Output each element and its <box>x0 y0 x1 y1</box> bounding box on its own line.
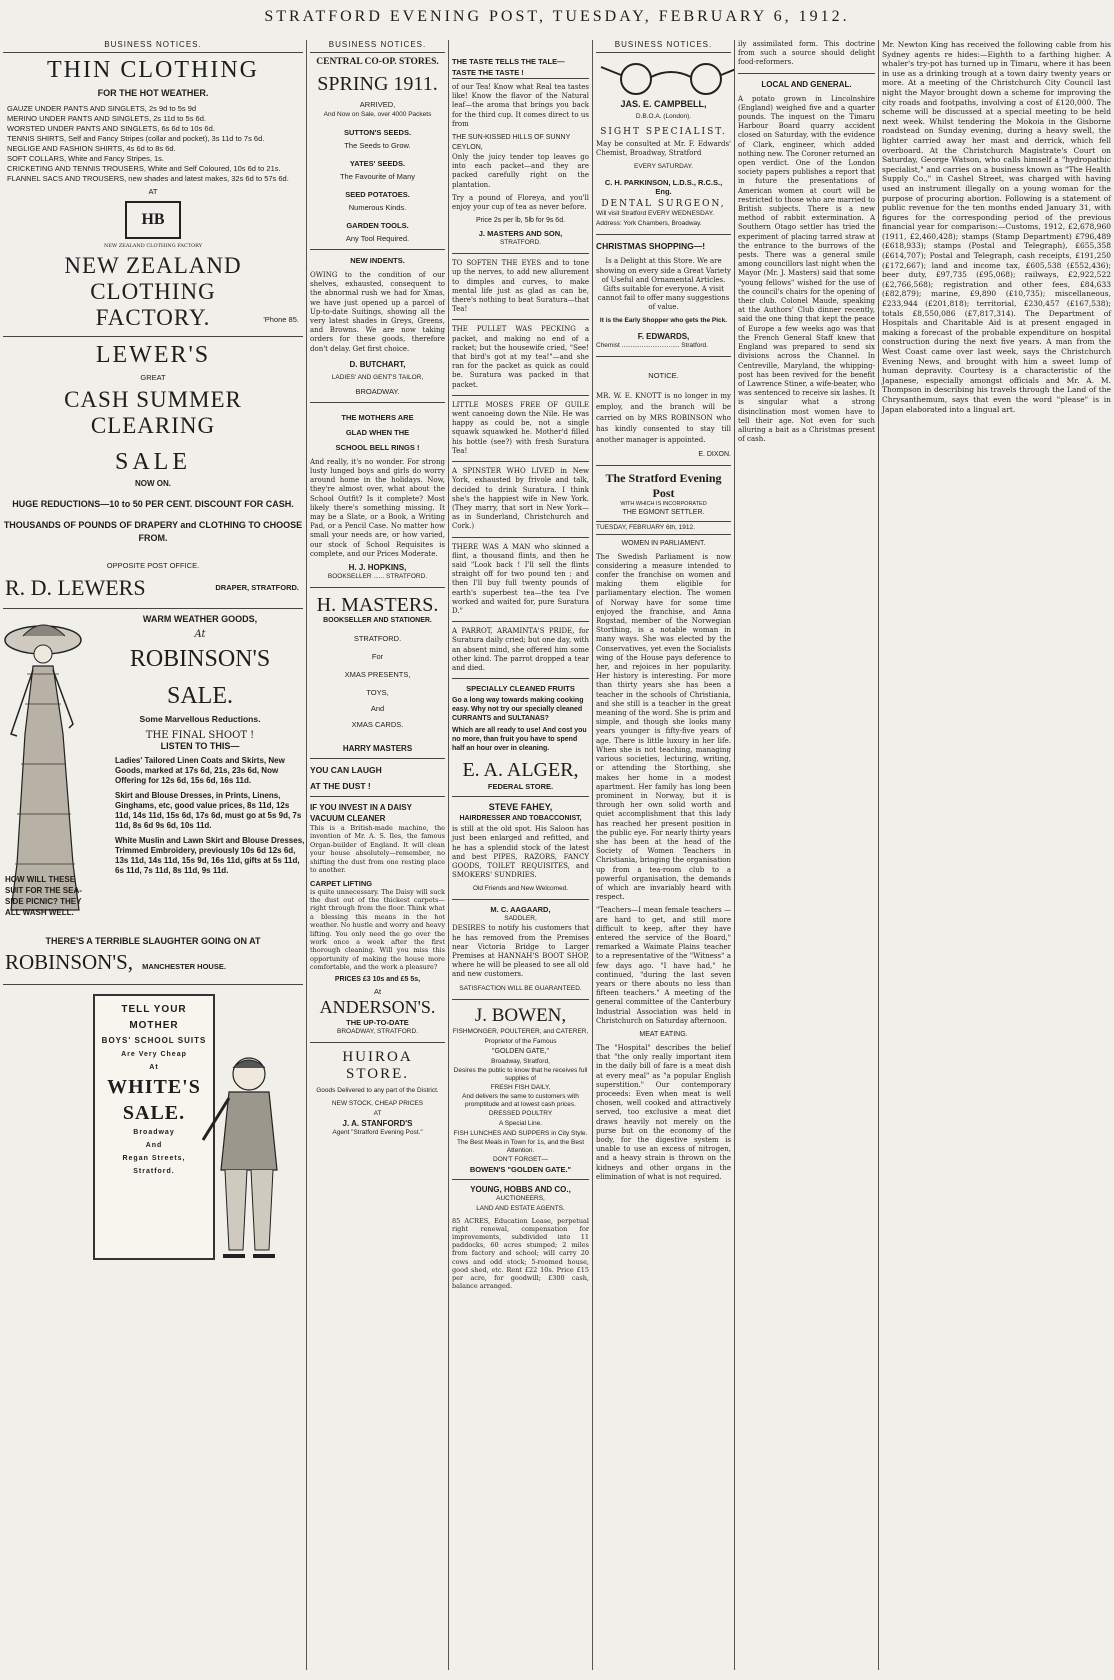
column-6 <box>879 40 1114 1670</box>
bookseller-stationer: BOOKSELLER AND STATIONER. <box>323 617 432 625</box>
andersons: ANDERSON'S. <box>319 996 436 1017</box>
incorporated: WITH WHICH IS INCORPORATED <box>620 500 707 507</box>
column-2 <box>307 40 448 1670</box>
now-on: NOW ON. <box>135 479 171 488</box>
clothing-list <box>3 104 303 184</box>
dressed-poultry: DRESSED POULTRY <box>488 1109 553 1117</box>
signboard-line: Stratford. <box>133 1168 175 1175</box>
notice: NOTICE. <box>648 370 679 380</box>
daisy-vacuum: IF YOU INVEST IN A DAISY VACUUM CLEANER <box>310 803 412 824</box>
nzcf-name-line1: NEW ZEALAND CLOTHING <box>64 253 242 304</box>
seed-potatoes: SEED POTATOES. <box>345 190 410 199</box>
vacuum-paragraph: This is a British-made machine, the invention of Mr. A. S. Iles, the famous Organ-builder of England. It will clean your house absolutely—remember, no shifting the dust from one resting place to another. <box>310 824 445 875</box>
clothing-item: TENNIS SHIRTS, Self and Fancy Stripes (collar and pocket), 3s 11d to 7s 6d. <box>7 134 265 143</box>
great-label: GREAT <box>140 373 166 382</box>
women-parliament: WOMEN IN PARLIAMENT. <box>621 539 706 547</box>
robinsons-ad <box>3 614 303 979</box>
masthead: STRATFORD EVENING POST, TUESDAY, FEBRUARY 6, 1912. <box>264 8 850 25</box>
bowens-golden-gate: BOWEN'S "GOLDEN GATE." <box>469 1164 572 1174</box>
christmas-shopping: CHRISTMAS SHOPPING—! <box>596 241 706 252</box>
spinster-paragraph: A SPINSTER WHO LIVED in New York, exhausted by frivole and talk, decided to drink Suratura. I think she's the happiest wife in New York. (They marry, that sort in New York—as in Sunderland, Christchurch and Cork.) <box>452 467 589 531</box>
satisfaction: SATISFACTION WILL BE GUARANTEED. <box>459 984 582 992</box>
skirt-blouse-offer: Skirt and Blouse Dresses, in Prints, Linens, Ginghams, etc, good value prices, 8s 11d, 12s 11d, 14s 11d, 15s 6d, 17s 6d, must go at 5s 9d, 7s 11d, 8s 6d 9s 6d, 10s 11d. <box>115 791 302 830</box>
early-shopper: It is the Early Shopper who gets the Pick. <box>599 316 728 324</box>
campbell: JAS. E. CAMPBELL, <box>620 99 707 109</box>
cash-summer-headline: CASH SUMMER CLEARING <box>64 387 242 438</box>
stanfords: J. A. STANFORD'S <box>342 1118 413 1128</box>
fahey-paragraph: is still at the old spot. His Saloon has just been enlarged and refitted, and he has a splendid stock of the latest and best PIPES, RAZORS, FANCY GOODS, TOILET REQUISITES, and SMOKERS' SUNDRIES. <box>452 825 589 880</box>
coop-stores: CENTRAL CO-OP. STORES. <box>316 57 439 67</box>
spectacles-icon <box>596 57 734 97</box>
how-will-suit: HOW WILL THESE SUIT FOR THE SEA-SIDE PICNIC? THEY ALL WASH WELL. <box>5 875 82 917</box>
special-line: A Special Line. <box>498 1119 542 1127</box>
marvellous-reductions: Some Marvellous Reductions. <box>139 714 261 724</box>
york-chambers: Address: York Chambers, Broadway. <box>596 220 702 228</box>
at: AT <box>373 1109 382 1117</box>
hot-weather-subhead: FOR THE HOT WEATHER. <box>97 88 209 98</box>
column-4 <box>593 40 734 1670</box>
news-items-paragraph: Mr. Newton King has received the following cable from his Sydney agents re hides:—Eighth to a farthing higher. A whaler's try-pot has turned up in Timaru, where it has been in use as a drinking trough at a town dairy twenty years or more. At a meeting of the Christchurch City Council last night the Mayor brought down a scheme for improving the city roads and footpaths, involving a cost of £120,000. The scheme will be discussed at a special meeting to be held next week. Whilst tendering the Mokoia in the Gisborne roadstead on Sunday evening, during a heavy swell, the lighter carried away her mast and derrick, which fell overboard. At the Christchurch Magistrate's Court on Saturday, George Watson, who calls himself a "hydropathic specialist," and carries on a business known as "The Health Supply Co.," in Cashel Street, was charged with having used an instrument illegally on a young woman for the purpose of procuring abortion. Following is a statement of public revenue for the ten months ended January 31, with figures for the corresponding period of the previous financial year for comparison:—Customs, 1912, £2,678,960 (1911, £2,460,428); stamps (Stamp Department) £796,489 (£618,933); stamps (Postal and Telegraph), £655,358 (£614,707); Postal and Telegraph, cash receipts, £191,250 (£172,667); land and income tax, £605,538 (£552,436); beer duty, £97,735 (£95,068); railways, £2,922,522 (£2,766,568); registration and other fees, £84,633 (£82,879); marine, £9,890 (£10,735); miscellaneous, £233,944 (£201,818); territorial, £230,457 (£167,538); totals £8,550,086 (£7,817,314). The Department of Hospitals and Charitable Aid is at present engaged in making a forecast of the probable expenditure on hospital construction during the next five years. A man from the West Coast came over last week, says the Christchurch Evening News, and brought with him a sweet lump of human depravity. Courtesy is a characteristic of the Japanese, especially amongst officials and Mr. A. M. Thompson in describing his travels through the Land of the Chrysanthemum, says that even the word "please" is in Japan elaborated into a lingual art. <box>882 40 1111 414</box>
agent: Agent "Stratford Evening Post." <box>332 1128 423 1136</box>
hairdresser-tobacconist: HAIRDRESSER AND TOBACCONIST, <box>459 815 582 823</box>
opposite-post-office: OPPOSITE POST OFFICE. <box>106 561 200 570</box>
clothing-item: GAUZE UNDER PANTS AND SINGLETS, 2s 9d to 5s 9d <box>7 104 197 113</box>
logo-caption: NEW ZEALAND CLOTHING FACTORY <box>103 243 203 249</box>
goods-delivered: Goods Delivered to any part of the District. <box>316 1086 439 1094</box>
mothers-line1: THE MOTHERS ARE <box>341 412 414 422</box>
sunny-ceylon: THE SUN-KISSED HILLS OF SUNNY CEYLON, <box>452 134 571 152</box>
carpet-lifting: CARPET LIFTING <box>310 878 373 888</box>
fruits-text: Go a long way towards making cooking easy. Why not try our specially cleaned CURRANTS and SULTANAS? <box>452 697 584 723</box>
signboard-line: And <box>145 1142 163 1149</box>
yates-seeds: YATES' SEEDS. <box>349 159 406 168</box>
fishmonger: FISHMONGER, POULTERER, and CATERER, <box>452 1027 589 1035</box>
floreya-paragraph: Try a pound of Floreya, and you'll enjoy your cup of tea as never before. <box>452 193 589 212</box>
parkinson: C. H. PARKINSON, L.D.S., R.C.S., Eng. <box>604 178 723 197</box>
aagaard-paragraph: DESIRES to notify his customers that he has removed from the Premises near Victoria Bridge to Larger Premises at HANNAH'S BOOT SHOP, where he will be pleased to see all old and new customers. <box>452 924 589 979</box>
moses-paragraph: LITTLE MOSES FREE OF GUILE went canoeing down the Nile. He was happy as could be, not a single squawk squawked he. Mother'd filled his bottle (see?) with fresh Suratura Tea! <box>452 400 589 455</box>
parrot-paragraph: A PARROT, ARAMINTA'S PRIDE, for Suratura daily cried; but one day, with an absent mind, she offered him some other kind. The parrot dropped a tear and died. <box>452 627 589 672</box>
stratford: STRATFORD. <box>353 634 402 644</box>
up-to-date: THE UP-TO-DATE <box>346 1017 409 1027</box>
thin-clothing-headline: THIN CLOTHING <box>47 57 259 83</box>
land-estate: LAND AND ESTATE AGENTS. <box>476 1204 565 1212</box>
pullet-paragraph: THE PULLET WAS PECKING a packet, and making no end of a racket; but the housewife cried, "See! that bird's got at my tea!"—and she ran for the packet as quick as could be. Suratura was packed in that packet. <box>452 325 589 389</box>
bowen-broadway: Broadway, Stratford, <box>491 1057 550 1065</box>
new-indents: NEW INDENTS. <box>350 256 405 265</box>
delivers: And delivers the same to customers with promptitude and at lowest cash prices. <box>462 1092 579 1108</box>
numerous-kinds: Numerous Kinds. <box>348 203 407 212</box>
logo-letters: HB <box>141 211 165 228</box>
ea-alger: E. A. ALGER, <box>462 759 579 782</box>
on-sale-packets: And Now on Sale, over 4000 Packets <box>323 111 432 118</box>
thousands-pounds: THOUSANDS OF POUNDS OF DRAPERY and CLOTHING TO CHOOSE FROM. <box>3 520 303 543</box>
school-outfit-paragraph: And really, it's no wonder. For strong lusty lunged boys and girls do worry around home in the holidays. Now, they're almost over, what about the School Outfit? Is it complete? Most likely there's something missing. It may be a Slate, or a Book, a Writing Pad, or a Pencil Case. No matter how small your needs are, or how varied, our stock of School Requisites is complete, and our Prices Moderate. <box>310 457 445 558</box>
dont-forget: DON'T FORGET— <box>493 1155 548 1163</box>
business-notices-header: BUSINESS NOTICES. <box>310 40 445 53</box>
hopkins-bookseller: BOOKSELLER ...... STRATFORD. <box>327 573 428 581</box>
column-1 <box>0 40 306 1670</box>
garden-tools: GARDEN TOOLS. <box>346 221 409 230</box>
signboard-line: SALE. <box>122 1102 186 1124</box>
listen-to-this: LISTEN TO THIS— <box>160 741 240 751</box>
ladies-gents-tailor: LADIES' AND GENT'S TAILOR, <box>331 373 424 381</box>
arrived: ARRIVED, <box>359 100 396 109</box>
j-masters-stratford: STRATFORD. <box>499 239 542 247</box>
rd-lewers: R. D. LEWERS <box>5 575 146 600</box>
draper-stratford: DRAPER, STRATFORD. <box>215 583 299 592</box>
and: And <box>370 704 385 714</box>
hopkins: H. J. HOPKINS, <box>348 563 407 573</box>
fruits-text-2: Which are all ready to use! And cost you no more, than fruit you have to spend half an hour over in cleaning. <box>452 727 587 753</box>
broadway-stratford: BROADWAY, STRATFORD. <box>336 1027 418 1035</box>
saddler: SADDLER, <box>504 915 537 923</box>
issue-date: TUESDAY, FEBRUARY 6th, 1912. <box>596 521 731 535</box>
for: For <box>371 652 384 662</box>
consulted: May be consulted at Mr. F. Edwards' Chemist, Broadway, Stratford <box>596 140 731 158</box>
signboard-line: Regan Streets, <box>122 1155 186 1162</box>
whites-sale-ad <box>3 990 303 1280</box>
f-edwards: F. EDWARDS, <box>637 331 690 341</box>
tea-price: Price 2s per lb, 5lb for 9s 6d. <box>475 217 566 225</box>
sight-specialist: SIGHT SPECIALIST. <box>600 127 727 137</box>
robinsons-title: ROBINSON'S <box>129 646 271 672</box>
signboard-line: WHITE'S <box>107 1076 201 1098</box>
j-bowen: J. BOWEN, <box>474 1004 567 1026</box>
old-friends: Old Friends and New Welcomed. <box>472 885 569 893</box>
signboard-line: MOTHER <box>129 1020 179 1031</box>
nzcf-logo <box>125 201 181 239</box>
acres-paragraph: 85 ACRES, Education Lease, perpetual right renewal, compensation for improvements, subdivided into 11 paddocks, 60 acres stumped; 2 miles from factory and school; will carry 20 cows and odd stock; 5-roomed house, good shed, etc. Rent £22 10s. Price £15 per acre, for goodwill; £300 cash, balance arranged. <box>452 1216 589 1291</box>
knott-notice: MR. W. E. KNOTT is no longer in my employ, and the branch will be carried on by MRS ROBINSON who has kindly consented to stay till another manager is appointed. <box>596 391 731 444</box>
any-tool: Any Tool Required. <box>345 234 410 243</box>
man-paragraph: THERE WAS A MAN who skinned a flint, a thousand flints, and then he said "Look back ! I'll sell the flints straight off for two pound ten ; and then I'll buy full twenty pounds of earth's superbest tea—the tea I've worked and waited for, pure Suratura D." <box>452 542 589 615</box>
soften-eyes: TO SOFTEN THE EYES and to tone up the nerves, to add new allurement to dimples and curves, to make mental life just as glad as can be, there's nothing to beat Suratura—that Tea! <box>452 259 589 314</box>
clothing-item: NEGLIGE AND FASHION SHIRTS, 4s 6d to 8s 6d. <box>7 144 176 153</box>
h-masters: H. MASTERS. <box>316 594 439 617</box>
food-reform-intro: ily assimilated form. This doctrine from such a source should delight food-reformers. <box>738 40 875 67</box>
business-notices-header: BUSINESS NOTICES. <box>3 40 303 53</box>
toys: TOYS, <box>366 688 389 698</box>
signboard <box>93 994 215 1260</box>
vacuum-prices: PRICES £3 10s and £5 5s, <box>334 975 421 983</box>
visit-stratford: Will visit Stratford EVERY WEDNESDAY. <box>596 210 714 218</box>
desires-public: Desires the public to know that he receives full supplies of <box>453 1066 588 1082</box>
meat-eating: MEAT EATING. <box>639 1030 688 1038</box>
phone-number: 'Phone 85. <box>263 315 299 324</box>
column-3 <box>449 40 592 1670</box>
at: At <box>373 986 382 996</box>
fish-lunches: FISH LUNCHES AND SUPPERS in City Style. <box>453 1129 588 1137</box>
nzcf-name-line2: FACTORY. <box>95 305 211 330</box>
clothing-item: WORSTED UNDER PANTS AND SINGLETS, 6s 6d to 10s 6d. <box>7 124 215 133</box>
egmont-settler: THE EGMONT SETTLER. <box>622 508 705 516</box>
robinsons-manchester: ROBINSON'S, <box>5 950 134 974</box>
owing-paragraph: OWING to the condition of our shelves, exhausted, consequent to the abnormal rush we had for Xmas, we have just opened up a parcel of Up-to-date Suitings, showing all the very latest shades in Greys, Greens, and Browns. We are now taking orders for these goods, therefore don't delay. Get first choice. <box>310 271 445 353</box>
clothing-item: MERINO UNDER PANTS AND SINGLETS, 2s 11d to 5s 6d. <box>7 114 206 123</box>
lady-figure-illustration <box>3 614 107 914</box>
teachers-paragraph: "Teachers—I mean female teachers —are hard to get, and still more difficult to keep, after they have entered the service of the Board," remarked a Waimate Plains teacher to a representative of the "Witness" a few days ago. "I have had," he continued, "during the last seven years or there abouts no less than fifteen teachers." A meeting of the general committee of the Canterbury Industrial Association was held in Christchurch on Saturday afternoon. <box>596 906 731 1025</box>
terrible-slaughter: THERE'S A TERRIBLE SLAUGHTER GOING ON AT <box>45 936 261 946</box>
new-stock: NEW STOCK, CHEAP PRICES <box>331 1099 424 1107</box>
final-shoot: THE FINAL SHOOT ! <box>145 730 255 741</box>
mothers-line2: GLAD WHEN THE <box>345 427 410 437</box>
signboard-line: Broadway <box>133 1129 175 1136</box>
signboard-line: BOYS' SCHOOL SUITS <box>101 1036 207 1045</box>
at-label: AT <box>148 187 158 196</box>
auctioneers: AUCTIONEERS, <box>496 1194 545 1202</box>
manchester-house: MANCHESTER HOUSE. <box>142 962 226 971</box>
signboard-line: At <box>149 1064 159 1071</box>
mc-aagaard: M. C. AAGAARD, <box>490 905 551 915</box>
signboard-line: Are Very Cheap <box>121 1051 187 1058</box>
huiroa-store: HUIROA STORE. <box>342 1048 413 1082</box>
local-general: LOCAL AND GENERAL. <box>761 79 852 89</box>
white-muslin-offer: White Muslin and Lawn Skirt and Blouse Dresses, Trimmed Embroidery, previously 10s 6d 12s 6d, 13s 11d, 14s 11d, 15s 9d, 16s 11d, gifts at 5s 11d, 6s 11d, 7s 11d, 8s 11d, 9s 11d. <box>115 836 305 875</box>
sale-headline: SALE <box>115 449 191 475</box>
dental-surgeon: DENTAL SURGEON, <box>601 199 726 210</box>
christmas-paragraph: Is a Delight at this Store. We are showing on every side a Great Variety of Useful and Ornamental Articles. Gifts suitable for everyone. A visit cannot fail to offer many suggestions of value. <box>596 257 731 312</box>
women-paragraph: The Swedish Parliament is now considering a measure intended to confer the franchise on women and making them eligible for parliamentary election. The women of Norway have for some time enjoyed the franchise, and Anna Rogstad, member of the Norwegian Storthing, is a notable woman in many ways. She was elected by the Conservatives, yet even the Socialists wing of the House pays deference to her, and rejoices in her popularity. Her history is interesting. For more than thirty years she has been a teacher in the schools of Christiania, and she still is a teacher in the great meaning of the word. She is prim and simple, and though she looks many years younger is fifty-five years of age. There is little luxury in her life. When she is not teaching, managing various societies, lecturing, writing, or attending the Storthing, she makes her home in a modest apartment. Her family has long been prominent in Norway, but it is through her own solid worth and quiet accomplishment that this lady has reached her present position in the public eye. For nearly thirty years she has been at the head of the Society of Women Teachers in Christiania, bringing the organisation up from a tea-room club to a powerful organisation, the demands of which are invariably heard with respect. <box>596 552 731 902</box>
chemist-stratford: Chemist ................................ Stratford. <box>596 341 708 349</box>
e-dixon: E. DIXON. <box>698 450 731 458</box>
broadway: BROADWAY. <box>355 386 400 396</box>
local-general-paragraph: A potato grown in Lincolnshire (England) weighed five and a quarter pounds. The inquest on the Timaru Harbour Board quarry accident closed on Saturday, with the evidence of Clark, engineer, which added nothing new. The Coroner returned an open verdict. One of the London society papers publishes a report that in future the presentations of American women at court will be restricted to those who are married to British subjects. There is a new method of rabbit extermination. A Southern Otago settler has tried the experiment of placing tarred straw at the entrance to the burrows of the pests. There was a general smile among councillors last night when the Mayor (Mr. J. Masters) said that some "young fellows" wished for the use of the council's chairs for the opening of their club. Colonel Maude, speaking at the Authors' Club dinner recently, said the one thing that kept the peace of Europe a few weeks ago was that the French General Staff knew that England was prepared to send six divisions across the Channel. In Centreville, Maryland, the whipping-post has been revived for the benefit of Lawrence Stiner, a wife-beater, who was sentenced to receive six lashes. It is singular what a strong disinclination most women have to tell their age. Not even for such alluring a bait as a Christmas present of cash. <box>738 94 875 444</box>
xmas-cards: XMAS CARDS. <box>351 720 404 730</box>
you-can-laugh: YOU CAN LAUGH <box>310 765 382 776</box>
warm-weather: WARM WEATHER GOODS, <box>142 614 258 624</box>
at-robinsons: At <box>194 629 206 640</box>
robinsons-sale: SALE. <box>167 683 233 709</box>
fresh-fish: FRESH FISH DAILY, <box>490 1083 551 1091</box>
lewers-name: LEWER'S <box>95 342 211 368</box>
paper-title: The Stratford Evening Post <box>605 470 722 500</box>
business-notices-header: BUSINESS NOTICES. <box>596 40 731 53</box>
meat-paragraph: The "Hospital" describes the belief that "the only really important item in the daily bill of fare is a meat dish at every meal" as "a popular English superstition." Our contemporary proceeds: Even when meat is well chosen, well cooked and attractively served, too exclusive a meat diet draws heavily not merely on the purse but on the economy of the body, for the digestive system is unable to use an excess of nitrogen, and a heavy strain is thrown on the kidneys and other organs in the elimination of what is not required. <box>596 1043 731 1181</box>
butchart: D. BUTCHART, <box>349 359 406 369</box>
federal-store: FEDERAL STORE. <box>487 782 554 792</box>
cleaned-fruits: SPECIALLY CLEANED FRUITS <box>466 684 575 694</box>
ladies-coats-offer: Ladies' Tailored Linen Coats and Skirts, New Goods, marked at 17s 6d, 21s, 23s 6d, Now Offering for 12s 6d, 15s 6d, 16s 11d. <box>115 756 285 785</box>
tea-paragraph: of our Tea! Know what Real tea tastes like! Know the flavor of the Natural leaf—the aroma that brings you back for the third cup. It comes direct to us from <box>452 83 589 128</box>
best-meals: The Best Meals in Town for 1s, and the Best Attention. <box>456 1138 585 1154</box>
at-the-dust: AT THE DUST ! <box>310 781 371 792</box>
favourite-of-many: The Favourite of Many <box>339 172 416 181</box>
dboa: D.B.O.A. (London). <box>635 113 692 120</box>
spring-1911: SPRING 1911. <box>317 73 438 95</box>
boy-figure-illustration <box>199 1050 299 1275</box>
seeds-to-grow: The Seeds to Grow. <box>344 141 411 150</box>
xmas-presents: XMAS PRESENTS, <box>344 670 411 680</box>
ceylon-paragraph: Only the juicy tender top leaves go into each packet—and they are packed carefully right on the plantation. <box>452 153 589 189</box>
suttons-seeds: SUTTON'S SEEDS. <box>343 128 412 137</box>
taste-tells-tale: THE TASTE TELLS THE TALE— TASTE THE TASTE ! <box>452 56 589 79</box>
harry-masters: HARRY MASTERS <box>342 744 413 754</box>
proprietor: Proprietor of the Famous <box>484 1037 557 1045</box>
huge-reductions: HUGE REDUCTIONS—10 to 50 PER CENT. DISCOUNT FOR CASH. <box>12 499 294 509</box>
golden-gate: "GOLDEN GATE," <box>492 1047 549 1055</box>
clothing-item: SOFT COLLARS, White and Fancy Stripes, 1s. <box>7 154 165 163</box>
column-5 <box>735 40 878 1670</box>
carpet-paragraph: is quite unnecessary. The Daisy will suck the dust out of the thickest carpets—right through from the floor. Think what a blessing this means in the hot weather. No hustle and worry and heavy lifting. You only need the go over the work once a week after the first thorough cleaning. Will you miss this opportunity of making the house more comfortable, and the work a pleasure? <box>310 887 445 972</box>
young-hobbs: YOUNG, HOBBS AND CO., <box>470 1184 571 1194</box>
mothers-line3: SCHOOL BELL RINGS ! <box>335 442 420 452</box>
clothing-item: FLANNEL SACS AND TROUSERS, new shades and latest makes, 32s 6d to 57s 6d. <box>7 174 289 183</box>
every-saturday: EVERY SATURDAY. <box>633 163 693 171</box>
j-masters-son: J. MASTERS AND SON, <box>478 229 563 239</box>
steve-fahey: STEVE FAHEY, <box>488 802 553 813</box>
clothing-item: CRICKETING AND TENNIS TROUSERS, White and Self Coloured, 10s 6d to 21s. <box>7 164 281 173</box>
signboard-line: TELL YOUR <box>121 1004 187 1015</box>
